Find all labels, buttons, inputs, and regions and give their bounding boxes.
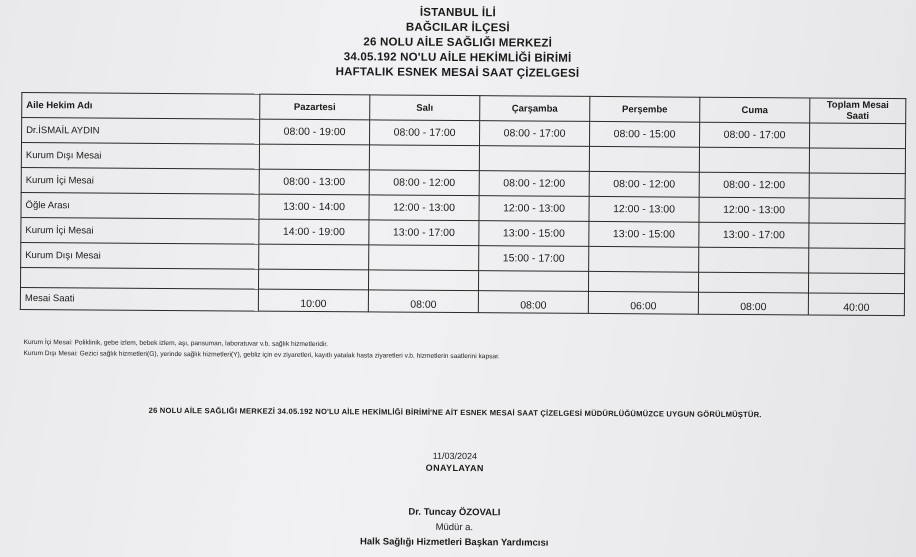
table-cell [808, 273, 904, 294]
col-header-physician: Aile Hekim Adı [22, 92, 260, 119]
table-cell [809, 198, 905, 224]
table-cell [369, 245, 479, 271]
col-header-monday: Pazartesi [260, 94, 370, 120]
header-unit: 34.05.192 NO'LU AİLE HEKİMLİĞİ BİRİMİ [343, 51, 572, 65]
table-cell [809, 248, 905, 274]
col-header-friday: Cuma [700, 97, 810, 123]
table-cell: 08:00 - 17:00 [699, 122, 809, 148]
total-cell: 08:00 [478, 291, 588, 314]
table-cell [259, 144, 369, 170]
approval-statement: 26 NOLU AİLE SAĞLIĞI MERKEZİ 34.05.192 NO'LU AİLE HEKİMLİĞİ BİRİMİ'NE AİT ESNEK MESAİ SAAT ÇİZELGESİ MÜDÜRLÜĞÜMÜZCE UYGUN GÖRÜLMÜŞTÜR. [148, 405, 762, 420]
approval-block [5, 447, 905, 477]
total-cell: 10:00 [258, 289, 368, 312]
footer-label: Mesai Saati [20, 287, 258, 311]
header-title: HAFTALIK ESNEK MESAİ SAAT ÇİZELGESİ [335, 66, 580, 80]
table-cell [809, 148, 905, 174]
schedule-table [20, 92, 907, 316]
header-health-center: 26 NOLU AİLE SAĞLIĞI MERKEZİ [363, 36, 553, 50]
signer-block [4, 502, 904, 553]
table-cell: 12:00 - 13:00 [479, 196, 589, 222]
signer-name: Dr. Tuncay ÖZOVALI [408, 506, 501, 519]
total-cell: 08:00 [368, 290, 478, 313]
table-cell: 08:00 - 12:00 [369, 170, 479, 196]
table-cell: 12:00 - 13:00 [589, 196, 699, 222]
row-label: Kurum İçi Mesai [21, 217, 259, 244]
note-internal: Kurum İçi Mesai: Poliklinik, gebe izlem, bebek izlem, aşı, pansuman, laboratuvar v.b. sağlık hizmetleridir. [23, 338, 329, 349]
table-cell [809, 173, 905, 199]
table-cell [259, 244, 369, 270]
table-cell: 08:00 - 13:00 [259, 169, 369, 195]
row-label: Kurum Dışı Mesai [21, 142, 259, 169]
col-header-wednesday: Çarşamba [480, 96, 590, 122]
row-label: Kurum İçi Mesai [21, 167, 259, 194]
header-district: BAĞCILAR İLÇESİ [405, 21, 510, 35]
table-cell: 08:00 - 17:00 [479, 121, 589, 147]
table-cell: 12:00 - 13:00 [369, 195, 479, 221]
header-province: İSTANBUL İLİ [419, 6, 497, 20]
table-cell [368, 270, 478, 291]
table-cell: 15:00 - 17:00 [479, 246, 589, 272]
table-cell [369, 145, 479, 171]
table-cell [589, 146, 699, 172]
note-external: Kurum Dışı Mesai: Gezici sağlık hizmetleri(G), yerinde sağlık hizmetleri(Y), gebliz için ev ziyaretleri, kayıtlı yatalak hasta ziyaretleri v.b. hizmetlerin saatlerini kapsar. [23, 349, 500, 361]
document-header [7, 3, 908, 84]
table-cell: 08:00 - 15:00 [589, 121, 699, 147]
table-cell [589, 246, 699, 272]
table-cell: 12:00 - 13:00 [699, 197, 809, 223]
table-cell: 13:00 - 17:00 [369, 220, 479, 246]
table-cell [809, 223, 905, 249]
row-label: Kurum Dışı Mesai [21, 242, 259, 269]
table-cell [258, 269, 368, 290]
footnotes [23, 337, 499, 362]
table-cell [698, 272, 808, 293]
table-cell: 08:00 - 12:00 [479, 171, 589, 197]
table-cell: 08:00 - 12:00 [699, 172, 809, 198]
row-label: Öğle Arası [21, 192, 259, 219]
table-cell [699, 247, 809, 273]
total-cell: 08:00 [698, 292, 808, 315]
grand-total-cell: 40:00 [808, 293, 904, 316]
table-cell: 08:00 - 17:00 [370, 120, 480, 146]
signer-position: Halk Sağlığı Hizmetleri Başkan Yardımcısı [360, 536, 549, 549]
table-cell: 13:00 - 15:00 [589, 221, 699, 247]
table-cell [699, 147, 809, 173]
table-cell [479, 146, 589, 172]
total-cell: 06:00 [588, 291, 698, 314]
approval-status: ONAYLAYAN [425, 462, 484, 474]
col-header-tuesday: Salı [370, 95, 480, 121]
table-cell: 13:00 - 17:00 [699, 222, 809, 248]
approval-date: 11/03/2024 [432, 450, 478, 462]
table-cell: 14:00 - 19:00 [259, 219, 369, 245]
table-cell [809, 123, 905, 149]
table-cell: 13:00 - 14:00 [259, 194, 369, 220]
col-header-thursday: Perşembe [590, 96, 700, 122]
table-cell: 08:00 - 12:00 [589, 171, 699, 197]
row-label: Dr.İSMAİL AYDIN [22, 117, 260, 144]
table-cell: 13:00 - 15:00 [479, 221, 589, 247]
schedule-sheet [4, 0, 908, 557]
signer-title: Müdür a. [435, 521, 474, 534]
table-cell [20, 267, 258, 289]
col-header-total: Toplam Mesai Saati [810, 98, 906, 124]
table-cell: 08:00 - 19:00 [260, 119, 370, 145]
table-cell [478, 271, 588, 292]
table-cell [588, 271, 698, 292]
